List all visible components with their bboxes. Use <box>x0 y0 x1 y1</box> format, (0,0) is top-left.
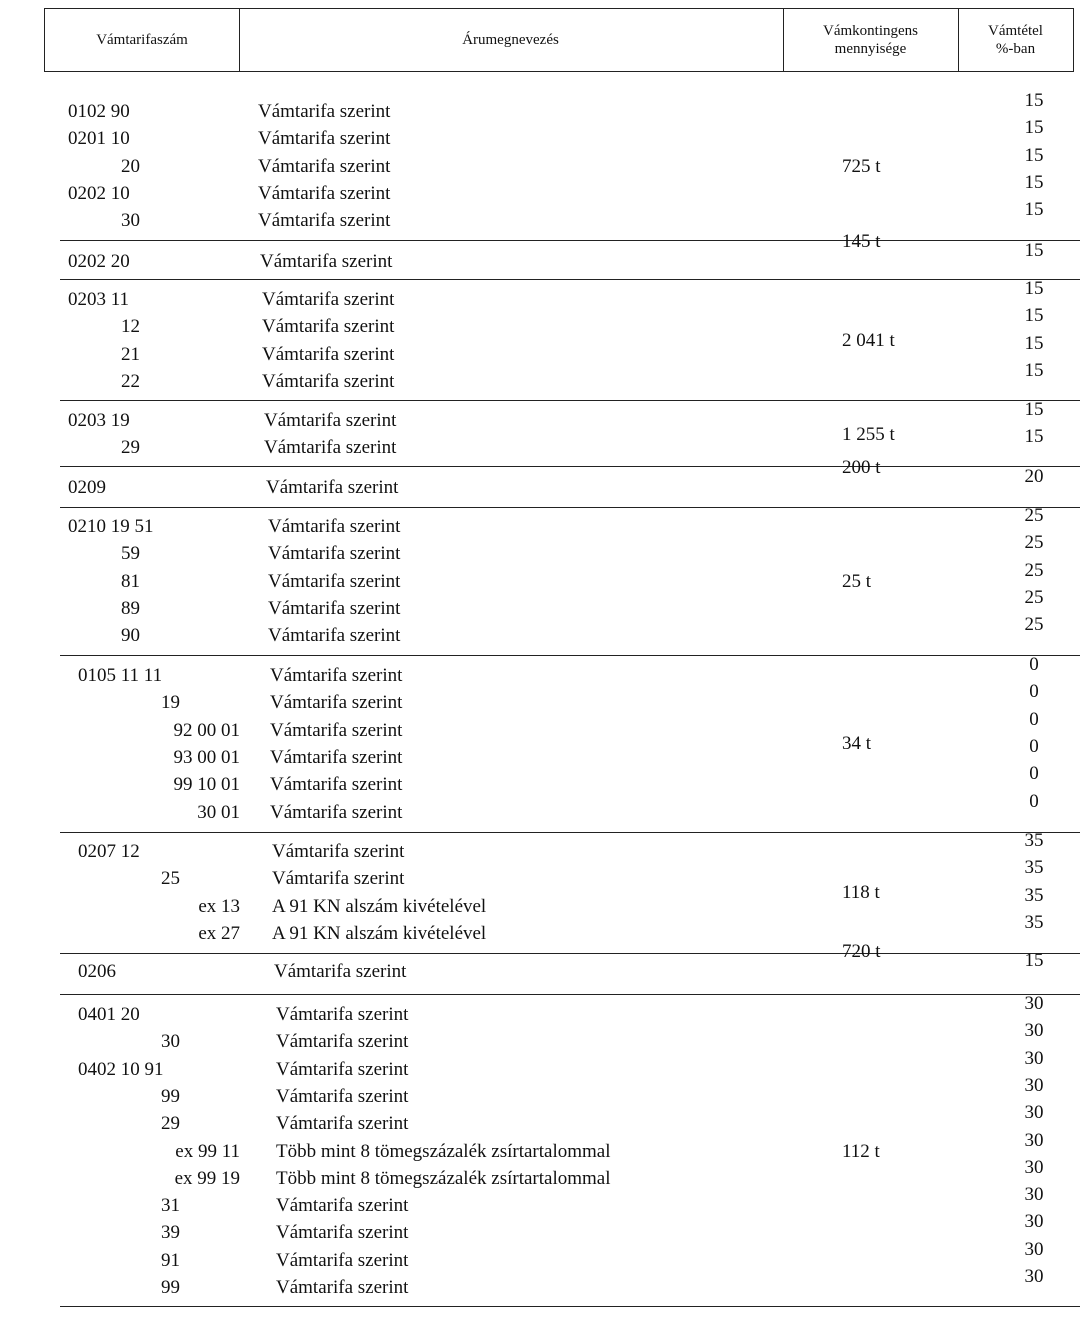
duty-rate: 0 <box>1029 763 1039 785</box>
duty-rate: 30 <box>1024 993 1044 1014</box>
group-divider <box>60 994 1080 995</box>
duty-rate: 35 <box>1024 884 1044 906</box>
duty-rate: 15 <box>1024 399 1044 420</box>
duty-rate: 15 <box>1024 305 1044 327</box>
header-code <box>44 8 240 72</box>
description: Vámtarifa szerint <box>268 570 401 592</box>
description: Vámtarifa szerint <box>268 597 401 619</box>
quota-amount: 720 t <box>842 941 881 962</box>
duty-rate: 30 <box>1024 1129 1044 1151</box>
description: Vámtarifa szerint <box>266 477 399 498</box>
tariff-code: 12 <box>121 316 140 338</box>
tariff-code: 0402 10 91 <box>78 1058 164 1080</box>
header-quota-line2: mennyisége <box>834 41 907 57</box>
description: Vámtarifa szerint <box>270 719 403 741</box>
quota-amount: 34 t <box>842 733 872 755</box>
description: Vámtarifa szerint <box>270 746 403 768</box>
tariff-code: 0206 <box>78 961 116 982</box>
tariff-code: 0102 90 <box>68 101 130 122</box>
description: Vámtarifa szerint <box>276 1113 409 1135</box>
tariff-code: 92 00 01 <box>173 719 240 741</box>
duty-rate: 35 <box>1024 911 1044 933</box>
duty-rate: 35 <box>1024 857 1044 879</box>
tariff-code: ex 27 <box>198 922 240 944</box>
tariff-code: 91 <box>161 1249 180 1271</box>
quota-amount: 2 041 t <box>842 329 895 351</box>
description: Több mint 8 tömegszázalék zsírtartalommal <box>276 1140 611 1162</box>
group-divider <box>60 832 1080 833</box>
header-desc <box>238 8 784 72</box>
duty-rate: 30 <box>1024 1047 1044 1069</box>
description: Vámtarifa szerint <box>258 101 391 122</box>
duty-rate: 0 <box>1029 735 1039 757</box>
duty-rate: 15 <box>1024 171 1044 193</box>
tariff-code: 0207 12 <box>78 841 140 862</box>
description: Vámtarifa szerint <box>272 868 405 890</box>
description: Vámtarifa szerint <box>276 1277 409 1298</box>
duty-rate: 30 <box>1024 1074 1044 1096</box>
duty-rate: 30 <box>1024 1184 1044 1206</box>
description: Több mint 8 tömegszázalék zsírtartalommal <box>276 1167 611 1189</box>
description: Vámtarifa szerint <box>258 210 391 232</box>
tariff-code: 30 01 <box>197 801 240 823</box>
quota-amount: 112 t <box>842 1140 880 1162</box>
tariff-code: 20 <box>121 155 140 177</box>
duty-rate: 15 <box>1024 426 1044 448</box>
tariff-code: 0202 20 <box>68 251 130 272</box>
duty-rate: 0 <box>1029 681 1039 703</box>
tariff-code: 93 00 01 <box>173 746 240 768</box>
tariff-code: 0209 <box>68 477 106 498</box>
description: Vámtarifa szerint <box>270 801 403 823</box>
tariff-code: 0203 11 <box>68 289 130 310</box>
description: Vámtarifa szerint <box>262 316 395 338</box>
header-code-label: Vámtarifaszám <box>96 32 188 48</box>
duty-rate: 0 <box>1029 654 1039 675</box>
duty-rate: 25 <box>1024 505 1044 526</box>
tariff-code: 59 <box>121 543 140 565</box>
duty-rate: 0 <box>1029 708 1039 730</box>
description: Vámtarifa szerint <box>264 410 397 431</box>
tariff-code: 99 10 01 <box>173 774 240 796</box>
tariff-code: 21 <box>121 343 140 365</box>
tariff-code: 89 <box>121 597 140 619</box>
quota-amount: 1 255 t <box>842 423 895 445</box>
description: Vámtarifa szerint <box>258 182 391 204</box>
header-quota-line1: Vámkontingens <box>823 23 918 39</box>
description: Vámtarifa szerint <box>276 1004 409 1025</box>
duty-rate: 30 <box>1024 1238 1044 1260</box>
description: Vámtarifa szerint <box>268 625 401 647</box>
duty-rate: 15 <box>1024 117 1044 139</box>
tariff-code: 0201 10 <box>68 128 130 150</box>
duty-rate: 15 <box>1024 199 1044 221</box>
description: Vámtarifa szerint <box>276 1195 409 1217</box>
description: Vámtarifa szerint <box>276 1085 409 1107</box>
tariff-code: 0105 11 11 <box>78 665 163 686</box>
duty-rate: 25 <box>1024 586 1044 608</box>
quota-amount: 145 t <box>842 231 881 252</box>
header-rate-line2: %-ban <box>995 41 1036 57</box>
duty-rate: 25 <box>1024 532 1044 554</box>
duty-rate: 30 <box>1024 1156 1044 1178</box>
description: Vámtarifa szerint <box>258 128 391 150</box>
group-divider <box>60 655 1080 656</box>
group-divider <box>60 240 1080 241</box>
tariff-code: 81 <box>121 570 140 592</box>
duty-rate: 30 <box>1024 1266 1044 1287</box>
description: Vámtarifa szerint <box>262 289 395 310</box>
tariff-code: 19 <box>161 692 180 714</box>
header-quota <box>783 8 959 72</box>
description: Vámtarifa szerint <box>262 370 395 392</box>
tariff-code: 22 <box>121 370 140 392</box>
description: Vámtarifa szerint <box>260 251 393 272</box>
quota-amount: 118 t <box>842 881 880 903</box>
description: A 91 KN alszám kivételével <box>272 922 487 944</box>
duty-rate: 35 <box>1024 830 1044 851</box>
description: Vámtarifa szerint <box>274 961 407 982</box>
header-rate-line1: Vámtétel <box>988 23 1043 39</box>
description: Vámtarifa szerint <box>272 841 405 862</box>
group-divider <box>60 507 1080 508</box>
duty-rate: 15 <box>1024 332 1044 354</box>
description: Vámtarifa szerint <box>276 1031 409 1053</box>
header-rate <box>958 8 1074 72</box>
description: Vámtarifa szerint <box>268 516 401 537</box>
description: Vámtarifa szerint <box>270 774 403 796</box>
tariff-code: ex 99 19 <box>174 1167 240 1189</box>
duty-rate: 30 <box>1024 1211 1044 1233</box>
description: Vámtarifa szerint <box>258 155 391 177</box>
tariff-code: 30 <box>161 1031 180 1053</box>
description: Vámtarifa szerint <box>276 1058 409 1080</box>
description: Vámtarifa szerint <box>270 692 403 714</box>
description: Vámtarifa szerint <box>276 1222 409 1244</box>
duty-rate: 30 <box>1024 1020 1044 1042</box>
tariff-code: 25 <box>161 868 180 890</box>
duty-rate: 15 <box>1024 240 1044 261</box>
tariff-code: 90 <box>121 625 140 647</box>
duty-rate: 25 <box>1024 559 1044 581</box>
duty-rate: 15 <box>1024 144 1044 166</box>
header-desc-label: Árumegnevezés <box>462 32 559 48</box>
tariff-code: 39 <box>161 1222 180 1244</box>
duty-rate: 0 <box>1029 790 1039 812</box>
tariff-code: 29 <box>161 1113 180 1135</box>
tariff-code: 30 <box>121 210 140 232</box>
tariff-code: 29 <box>121 437 140 459</box>
description: Vámtarifa szerint <box>264 437 397 459</box>
group-divider <box>60 466 1080 467</box>
group-divider <box>60 279 1080 280</box>
quota-amount: 25 t <box>842 570 872 592</box>
duty-rate: 15 <box>1024 278 1044 299</box>
description: A 91 KN alszám kivételével <box>272 895 487 917</box>
tariff-code: ex 99 11 <box>175 1140 240 1162</box>
group-divider <box>60 400 1080 401</box>
description: Vámtarifa szerint <box>262 343 395 365</box>
tariff-code: 31 <box>161 1195 180 1217</box>
tariff-code: 0210 19 51 <box>68 516 154 537</box>
tariff-code: 0202 10 <box>68 182 130 204</box>
tariff-code: 99 <box>161 1085 180 1107</box>
description: Vámtarifa szerint <box>276 1249 409 1271</box>
tariff-code: 0401 20 <box>78 1004 140 1025</box>
quota-amount: 200 t <box>842 457 881 478</box>
group-divider <box>60 1306 1080 1307</box>
duty-rate: 25 <box>1024 614 1044 636</box>
duty-rate: 15 <box>1024 90 1044 111</box>
description: Vámtarifa szerint <box>270 665 403 686</box>
tariff-code: 0203 19 <box>68 410 130 431</box>
description: Vámtarifa szerint <box>268 543 401 565</box>
tariff-code: ex 13 <box>198 895 240 917</box>
duty-rate: 15 <box>1024 950 1044 971</box>
duty-rate: 15 <box>1024 359 1044 381</box>
duty-rate: 30 <box>1024 1102 1044 1124</box>
group-divider <box>60 953 1080 954</box>
quota-amount: 725 t <box>842 155 881 177</box>
duty-rate: 20 <box>1024 466 1044 487</box>
tariff-code: 99 <box>161 1277 180 1298</box>
